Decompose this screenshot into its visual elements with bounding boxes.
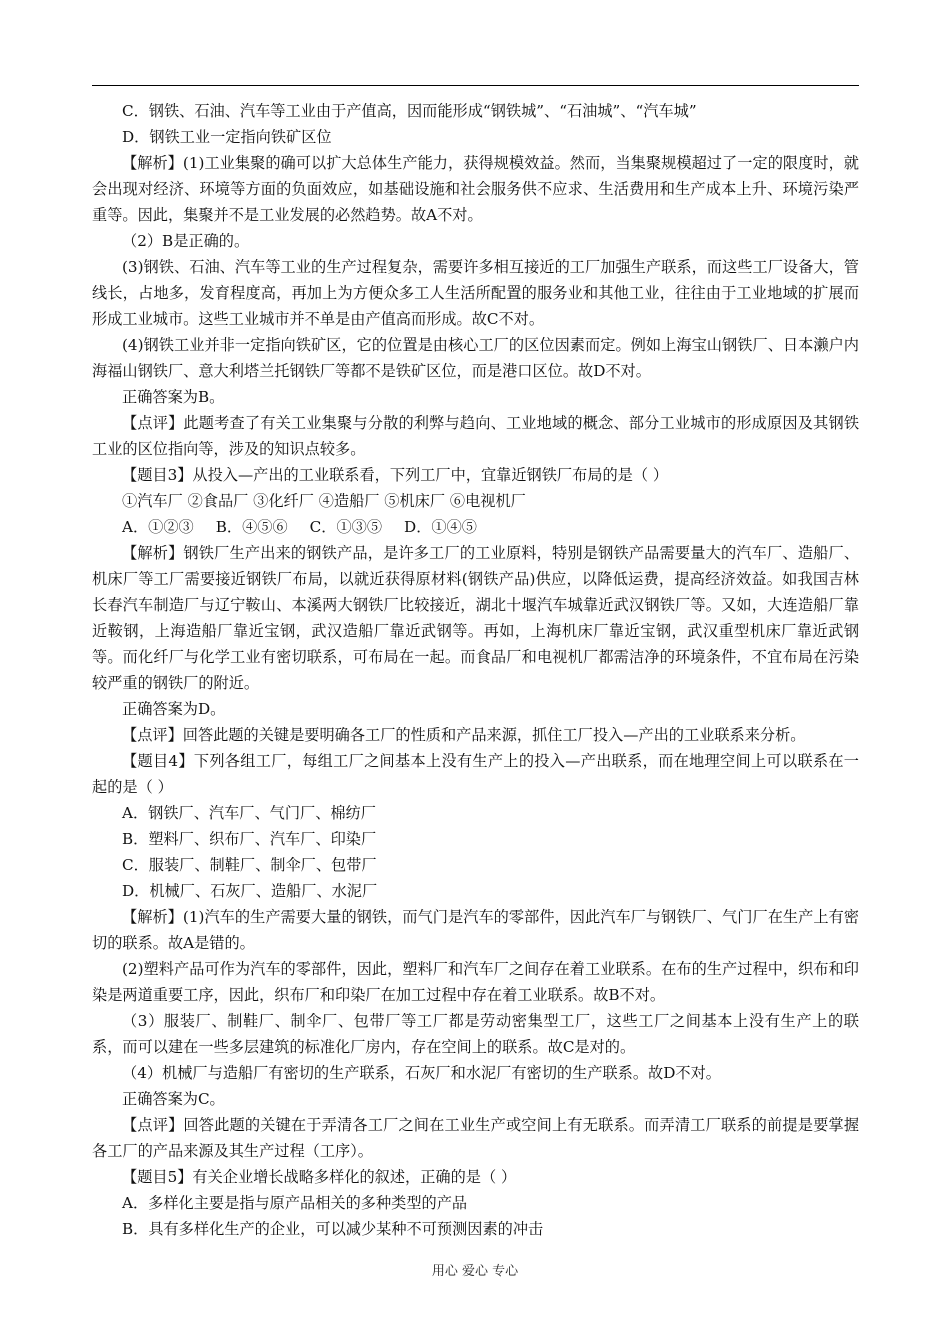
analysis-paragraph: 【解析】钢铁厂生产出来的钢铁产品，是许多工厂的工业原料，特别是钢铁产品需要量大的汽车厂、造船厂、机床厂等工厂需要接近钢铁厂布局，以就近获得原材料(钢铁产品)供应，以降低运费，提高经济效益。如我国吉林长春汽车制造厂与辽宁鞍山、本溪两大钢铁厂比较接近，湖北十堰汽车城靠近武汉钢铁厂等。又如，大连造船厂靠近鞍钢，上海造船厂靠近宝钢，武汉造船厂靠近武钢等。再如，上海机床厂靠近宝钢，武汉重型机床厂靠近武钢等。而化纤厂与化学工业有密切联系，可布局在一起。而食品厂和电视机厂都需洁净的环境条件，不宜布局在污染较严重的钢铁厂的附近。 xyxy=(92,544,859,692)
question-4: 【题目4】下列各组工厂，每组工厂之间基本上没有生产上的投入—产出联系，而在地理空间上可以联系在一起的是（ ） xyxy=(92,752,859,796)
option-a: A．多样化主要是指与原产品相关的多种类型的产品 xyxy=(122,1194,468,1212)
analysis-paragraph: 【解析】(1)汽车的生产需要大量的钢铁，而气门是汽车的零部件，因此汽车厂与钢铁厂、气门厂在生产上有密切的联系。故A是错的。 xyxy=(92,908,859,952)
option-c: C．钢铁、石油、汽车等工业由于产值高，因而能形成“钢铁城”、“石油城”、“汽车城” xyxy=(122,102,697,120)
option: B．④⑤⑥ xyxy=(215,518,288,536)
option-c: C．服装厂、制鞋厂、制伞厂、包带厂 xyxy=(122,856,377,874)
answer-line: 正确答案为B。 xyxy=(122,388,225,406)
question-3: 【题目3】从投入—产出的工业联系看，下列工厂中，宜靠近钢铁厂布局的是（ ） xyxy=(122,466,669,484)
header-rule xyxy=(92,85,859,86)
option-b: B．塑料厂、织布厂、汽车厂、印染厂 xyxy=(122,830,377,848)
comment-paragraph: 【点评】回答此题的关键在于弄清各工厂之间在工业生产或空间上有无联系。而弄清工厂联系的前提是要掌握各工厂的产品来源及其生产过程（工序）。 xyxy=(92,1116,859,1160)
analysis-paragraph: (3)钢铁、石油、汽车等工业的生产过程复杂，需要许多相互接近的工厂加强生产联系，而这些工厂设备大，管线长，占地多，发育程度高，再加上为方便众多工人生活所配置的服务业和其他工业，往往由于工业地域的扩展而形成工业城市。这些工业城市并不单是由产值高而形成。故C不对。 xyxy=(92,258,859,328)
option-b: B．具有多样化生产的企业，可以减少某种不可预测因素的冲击 xyxy=(122,1220,544,1238)
comment-paragraph: 【点评】此题考查了有关工业集聚与分散的利弊与趋向、工业地域的概念、部分工业城市的形成原因及其钢铁工业的区位指向等，涉及的知识点较多。 xyxy=(92,414,859,458)
page-footer: 用心 爱心 专心 xyxy=(431,1264,519,1279)
comment-paragraph: 【点评】回答此题的关键是要明确各工厂的性质和产品来源，抓住工厂投入—产出的工业联系来分析。 xyxy=(122,726,806,744)
analysis-paragraph: 【解析】(1)工业集聚的确可以扩大总体生产能力，获得规模效益。然而，当集聚规模超过了一定的限度时，就会出现对经济、环境等方面的负面效应，如基础设施和社会服务供不应求、生活费用和生产成本上升、环境污染严重等。因此，集聚并不是工业发展的必然趋势。故A不对。 xyxy=(92,154,859,224)
answer-line: 正确答案为C。 xyxy=(122,1090,225,1108)
answer-line: 正确答案为D。 xyxy=(122,700,226,718)
question-3-options xyxy=(92,514,859,540)
option-a: A．钢铁厂、汽车厂、气门厂、棉纺厂 xyxy=(122,804,376,822)
question-5: 【题目5】有关企业增长战略多样化的叙述，正确的是（ ） xyxy=(122,1168,517,1186)
option-d: D．机械厂、石灰厂、造船厂、水泥厂 xyxy=(122,882,378,900)
option-d: D．钢铁工业一定指向铁矿区位 xyxy=(122,128,332,146)
document-body xyxy=(92,98,859,1242)
option: C．①③⑤ xyxy=(309,518,383,536)
question-3-items: ①汽车厂 ②食品厂 ③化纤厂 ④造船厂 ⑤机床厂 ⑥电视机厂 xyxy=(122,492,526,510)
analysis-paragraph: （2）B是正确的。 xyxy=(122,232,250,250)
option: A．①②③ xyxy=(122,518,194,536)
analysis-paragraph: (4)钢铁工业并非一定指向铁矿区，它的位置是由核心工厂的区位因素而定。例如上海宝山钢铁厂、日本濑户内海福山钢铁厂、意大利塔兰托钢铁厂等都不是铁矿区位，而是港口区位。故D不对。 xyxy=(92,336,859,380)
analysis-paragraph: (2)塑料产品可作为汽车的零部件，因此，塑料厂和汽车厂之间存在着工业联系。在布的生产过程中，织布和印染是两道重要工序，因此，织布厂和印染厂在加工过程中存在着工业联系。故B不对。 xyxy=(92,960,859,1004)
analysis-paragraph: （4）机械厂与造船厂有密切的生产联系，石灰厂和水泥厂有密切的生产联系。故D不对。 xyxy=(122,1064,721,1082)
analysis-paragraph: （3）服装厂、制鞋厂、制伞厂、包带厂等工厂都是劳动密集型工厂，这些工厂之间基本上没有生产上的联系，而可以建在一些多层建筑的标准化厂房内，存在空间上的联系。故C是对的。 xyxy=(92,1012,859,1056)
option: D．①④⑤ xyxy=(404,518,477,536)
